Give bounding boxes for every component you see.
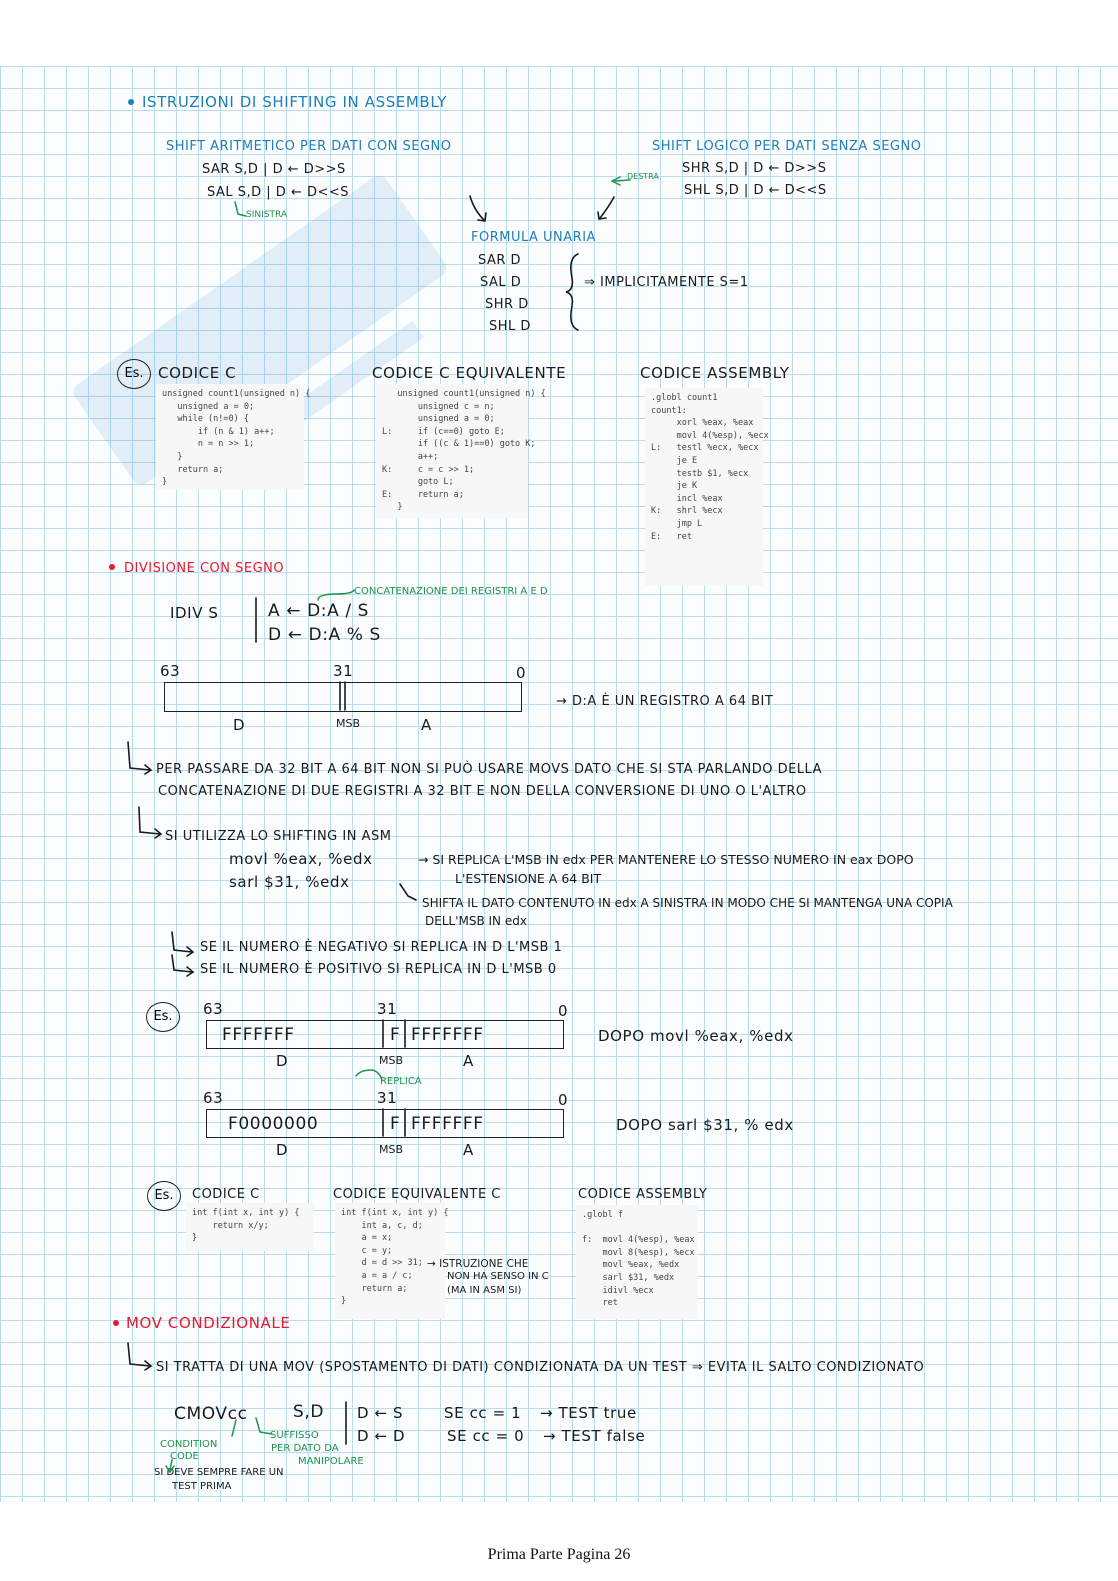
arith-shift-title: SHIFT ARITMETICO PER DATI CON SEGNO xyxy=(166,139,452,154)
reg-msb-label: MSB xyxy=(379,1054,404,1067)
paragraph-line: PER PASSARE DA 32 BIT A 64 BIT NON SI PUÒ USARE MOVS DATO CHE SI STA PARLANDO DELLA xyxy=(156,762,822,777)
bit-label-0: 0 xyxy=(516,664,527,682)
sarl-instr: sarl $31, %edx xyxy=(229,873,350,891)
c-equivalent-code-block: unsigned count1(unsigned n) unsigned c = n; unsigned a = 0; L: if (c==0) goto E; if ((c & 1)==0) goto K; a++; K: c = c >> 1; goto L; E: return a; } xyxy=(376,384,528,518)
idiv-instr: IDIV S xyxy=(170,604,219,622)
c-code-title: CODICE C xyxy=(158,364,237,382)
reg-msb-label: MSB xyxy=(336,717,361,730)
section-title-division: DIVISIONE CON SEGNO xyxy=(124,561,285,576)
positive-note: SE IL NUMERO È POSITIVO SI REPLICA IN D L'MSB 0 xyxy=(200,962,557,977)
section-title-cmov: MOV CONDIZIONALE xyxy=(126,1314,291,1332)
c-code-block: unsigned count1(unsigned n) { unsigned a = 0; while (n!=0) { if (n & 1) a++; n = n >> 1; } return a; } xyxy=(156,384,304,490)
sar-line: SAR S,D | D ← D>>S xyxy=(202,162,346,177)
page-footer: Prima Parte Pagina 26 xyxy=(487,1546,631,1563)
suffix-note: SUFFISSO xyxy=(270,1430,319,1441)
idiv-line1: A ← D:A / S xyxy=(268,601,370,621)
paragraph-line: SI UTILIZZA LO SHIFTING IN ASM xyxy=(165,829,392,844)
example-badge: Es. xyxy=(147,1181,181,1211)
c-code-title: CODICE C xyxy=(192,1187,260,1202)
unary-op: SAL D xyxy=(480,275,522,290)
c-equivalent-title: CODICE EQUIVALENTE C xyxy=(333,1187,501,1202)
cmov-args: S,D xyxy=(293,1402,325,1422)
concat-note: CONCATENAZIONE DEI REGISTRI A E D xyxy=(354,586,548,597)
movl-note: L'ESTENSIONE A 64 BIT xyxy=(455,871,602,886)
cmov-result1: → TEST true xyxy=(540,1404,637,1422)
sal-line: SAL S,D | D ← D<<S xyxy=(207,185,350,200)
unary-note: ⇒ IMPLICITAMENTE S=1 xyxy=(584,275,749,290)
unary-op: SAR D xyxy=(478,253,522,268)
reg-msb-value: F xyxy=(390,1114,401,1134)
eq-note: (MA IN ASM SI) xyxy=(447,1285,522,1296)
register-caption: DOPO sarl $31, % edx xyxy=(616,1116,794,1134)
cmov-cond2: SE cc = 0 xyxy=(447,1427,525,1445)
condition-code-note: CONDITION xyxy=(160,1439,218,1450)
idiv-line2: D ← D:A % S xyxy=(268,625,381,645)
reg-d-value: F0000000 xyxy=(228,1114,319,1134)
c-equivalent-code-block: int f(int x, int y) { int a, c, d; a = x; c = y; d = d >> 31; a = a / c; return a; } xyxy=(335,1203,445,1319)
suffix-note: PER DATO DA xyxy=(271,1443,339,1454)
sinistra-note: SINISTRA xyxy=(246,210,288,220)
c-code-block: int f(int x, int y) { return x/y; } xyxy=(186,1203,314,1251)
replica-note: REPLICA xyxy=(380,1076,422,1087)
asm-code-title: CODICE ASSEMBLY xyxy=(578,1187,708,1202)
test-note: TEST PRIMA xyxy=(172,1481,232,1492)
bit-label-31: 31 xyxy=(377,1089,398,1107)
sarl-note: DELL'MSB IN edx xyxy=(425,914,527,928)
reg-a-value: FFFFFFF xyxy=(411,1025,484,1045)
cmov-result2: → TEST false xyxy=(543,1427,646,1445)
paragraph-line: CONCATENAZIONE DI DUE REGISTRI A 32 BIT E NON DELLA CONVERSIONE DI UNO O L'ALTRO xyxy=(158,784,807,799)
cmov-description: SI TRATTA DI UNA MOV (SPOSTAMENTO DI DATI) CONDIZIONATA DA UN TEST ⇒ EVITA IL SALTO CONDIZIONATO xyxy=(156,1360,925,1375)
suffix-note: MANIPOLARE xyxy=(298,1456,364,1467)
logic-shift-title: SHIFT LOGICO PER DATI SENZA SEGNO xyxy=(652,139,922,154)
asm-code-block: .globl f f: movl 4(%esp), %eax movl 8(%esp), %ecx movl %eax, %edx sarl $31, %edx idivl %ecx ret xyxy=(576,1205,698,1319)
bit-label-63: 63 xyxy=(160,662,181,680)
shl-line: SHL S,D | D ← D<<S xyxy=(684,183,827,198)
unary-op: SHL D xyxy=(489,319,531,334)
reg-msb-value: F xyxy=(390,1025,401,1045)
reg-d-label: D xyxy=(276,1052,289,1070)
reg-a-label: A xyxy=(463,1141,474,1159)
example-badge: Es. xyxy=(117,359,151,389)
reg-d-label: D xyxy=(276,1141,289,1159)
asm-code-title: CODICE ASSEMBLY xyxy=(640,364,790,382)
asm-code-block: .globl count1 count1: xorl %eax, %eax movl 4(%esp), %ecx L: testl %ecx, %ecx je E testb $1, %ecx je K incl %eax K: shrl %ecx jmp L E: ret xyxy=(645,388,763,586)
bit-label-0: 0 xyxy=(558,1091,569,1109)
cmov-line2: D ← D xyxy=(357,1427,406,1445)
bit-label-31: 31 xyxy=(377,1000,398,1018)
movl-instr: movl %eax, %edx xyxy=(229,850,373,868)
cmov-instr: CMOVcc xyxy=(174,1404,248,1424)
reg-a-label: A xyxy=(463,1052,474,1070)
reg-a-label: A xyxy=(421,716,432,734)
cmov-line1: D ← S xyxy=(357,1404,404,1422)
movl-note: → SI REPLICA L'MSB IN edx PER MANTENERE LO STESSO NUMERO IN eax DOPO xyxy=(418,852,914,867)
cmov-cond1: SE cc = 1 xyxy=(444,1404,522,1422)
bit-label-63: 63 xyxy=(203,1089,224,1107)
reg-msb-label: MSB xyxy=(379,1143,404,1156)
eq-note: → ISTRUZIONE CHE xyxy=(427,1258,529,1270)
section-title-shifting: ISTRUZIONI DI SHIFTING IN ASSEMBLY xyxy=(142,93,448,111)
test-note: SI DEVE SEMPRE FARE UN xyxy=(154,1467,284,1478)
bit-label-0: 0 xyxy=(558,1002,569,1020)
register-caption: DOPO movl %eax, %edx xyxy=(598,1027,794,1045)
negative-note: SE IL NUMERO È NEGATIVO SI REPLICA IN D L'MSB 1 xyxy=(200,940,563,955)
bit-label-63: 63 xyxy=(203,1000,224,1018)
condition-code-note: CODE xyxy=(170,1451,199,1462)
destra-note: DESTRA xyxy=(627,172,659,181)
unary-op: SHR D xyxy=(485,297,529,312)
bit-label-31: 31 xyxy=(333,662,354,680)
reg-a-value: FFFFFFF xyxy=(411,1114,484,1134)
c-equivalent-title: CODICE C EQUIVALENTE xyxy=(372,364,567,382)
reg-d-value: FFFFFFF xyxy=(222,1025,295,1045)
shr-line: SHR S,D | D ← D>>S xyxy=(682,161,827,176)
sarl-note: SHIFTA IL DATO CONTENUTO IN edx A SINISTRA IN MODO CHE SI MANTENGA UNA COPIA xyxy=(422,896,953,910)
example-badge: Es. xyxy=(146,1002,180,1032)
reg-d-label: D xyxy=(233,716,246,734)
unary-title: FORMULA UNARIA xyxy=(471,230,596,245)
eq-note: NON HA SENSO IN C xyxy=(447,1271,549,1282)
register-note: → D:A È UN REGISTRO A 64 BIT xyxy=(556,694,774,709)
